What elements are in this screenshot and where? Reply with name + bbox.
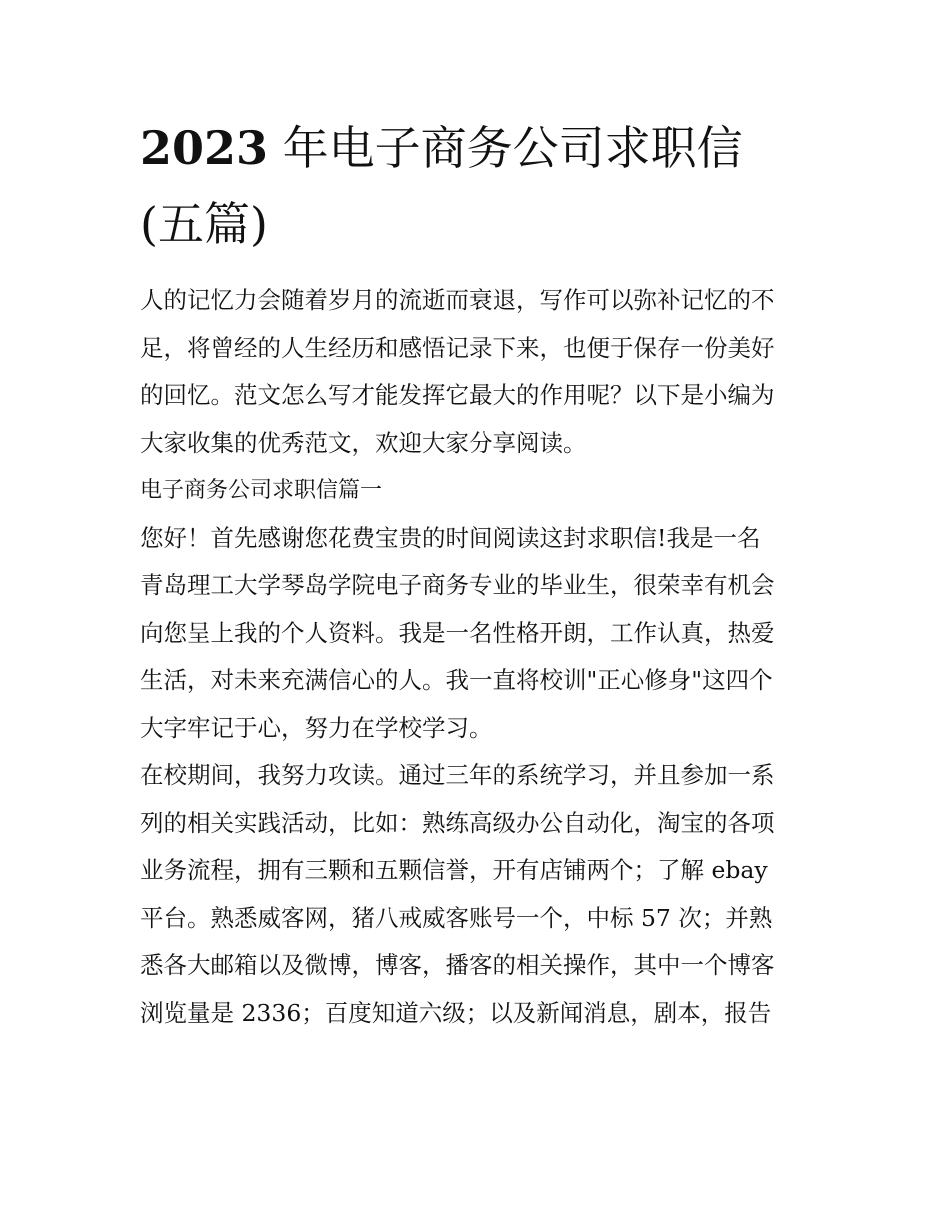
text-line: 向您呈上我的个人资料。我是一名性格开朗，工作认真，热爱 [140,618,775,647]
title-text: 年电子商务公司求职信 [282,121,743,175]
document-title [140,110,820,262]
section-heading: 电子商务公司求职信篇一 [140,478,383,503]
intro-paragraph [140,277,820,467]
text-line: 在校期间，我努力攻读。通过三年的系统学习，并且参加一系 [140,761,775,789]
title-line-1 [140,110,820,186]
text-line: 生活，对未来充满信心的人。我一直将校训"正心修身"这四个 [140,666,773,694]
text-line: 足，将曾经的人生经历和感悟记录下来，也便于保存一份美好 [140,333,775,362]
text-line: 您好！首先感谢您花费宝贵的时间阅读这封求职信!我是一名 [140,523,761,552]
text-line: 列的相关实践活动，比如：熟练高级办公自动化，淘宝的各项 [140,808,775,837]
text-line: 青岛理工大学琴岛学院电子商务专业的毕业生，很荣幸有机会 [140,571,775,599]
title-year: 2023 [140,121,269,175]
paragraph-2 [140,752,820,1037]
text-line: 平台。熟悉威客网，猪八戒威客账号一个，中标 57 次；并熟 [140,903,773,932]
paragraph-1 [140,515,820,753]
text-line: 悉各大邮箱以及微博，博客，播客的相关操作，其中一个博客 [140,951,775,979]
text-line: 大字牢记于心，努力在学校学习。 [140,713,493,742]
text-line: 的回忆。范文怎么写才能发挥它最大的作用呢？以下是小编为 [140,381,775,409]
title-line-2: (五篇) [140,197,268,251]
text-line: 人的记忆力会随着岁月的流逝而衰退，写作可以弥补记忆的不 [140,286,775,314]
text-line: 业务流程，拥有三颗和五颗信誉，开有店铺两个；了解 ebay [140,856,768,884]
text-line: 大家收集的优秀范文，欢迎大家分享阅读。 [140,428,587,457]
document-body [140,277,820,1037]
text-line: 浏览量是 2336；百度知道六级；以及新闻消息，剧本，报告 [140,998,772,1027]
